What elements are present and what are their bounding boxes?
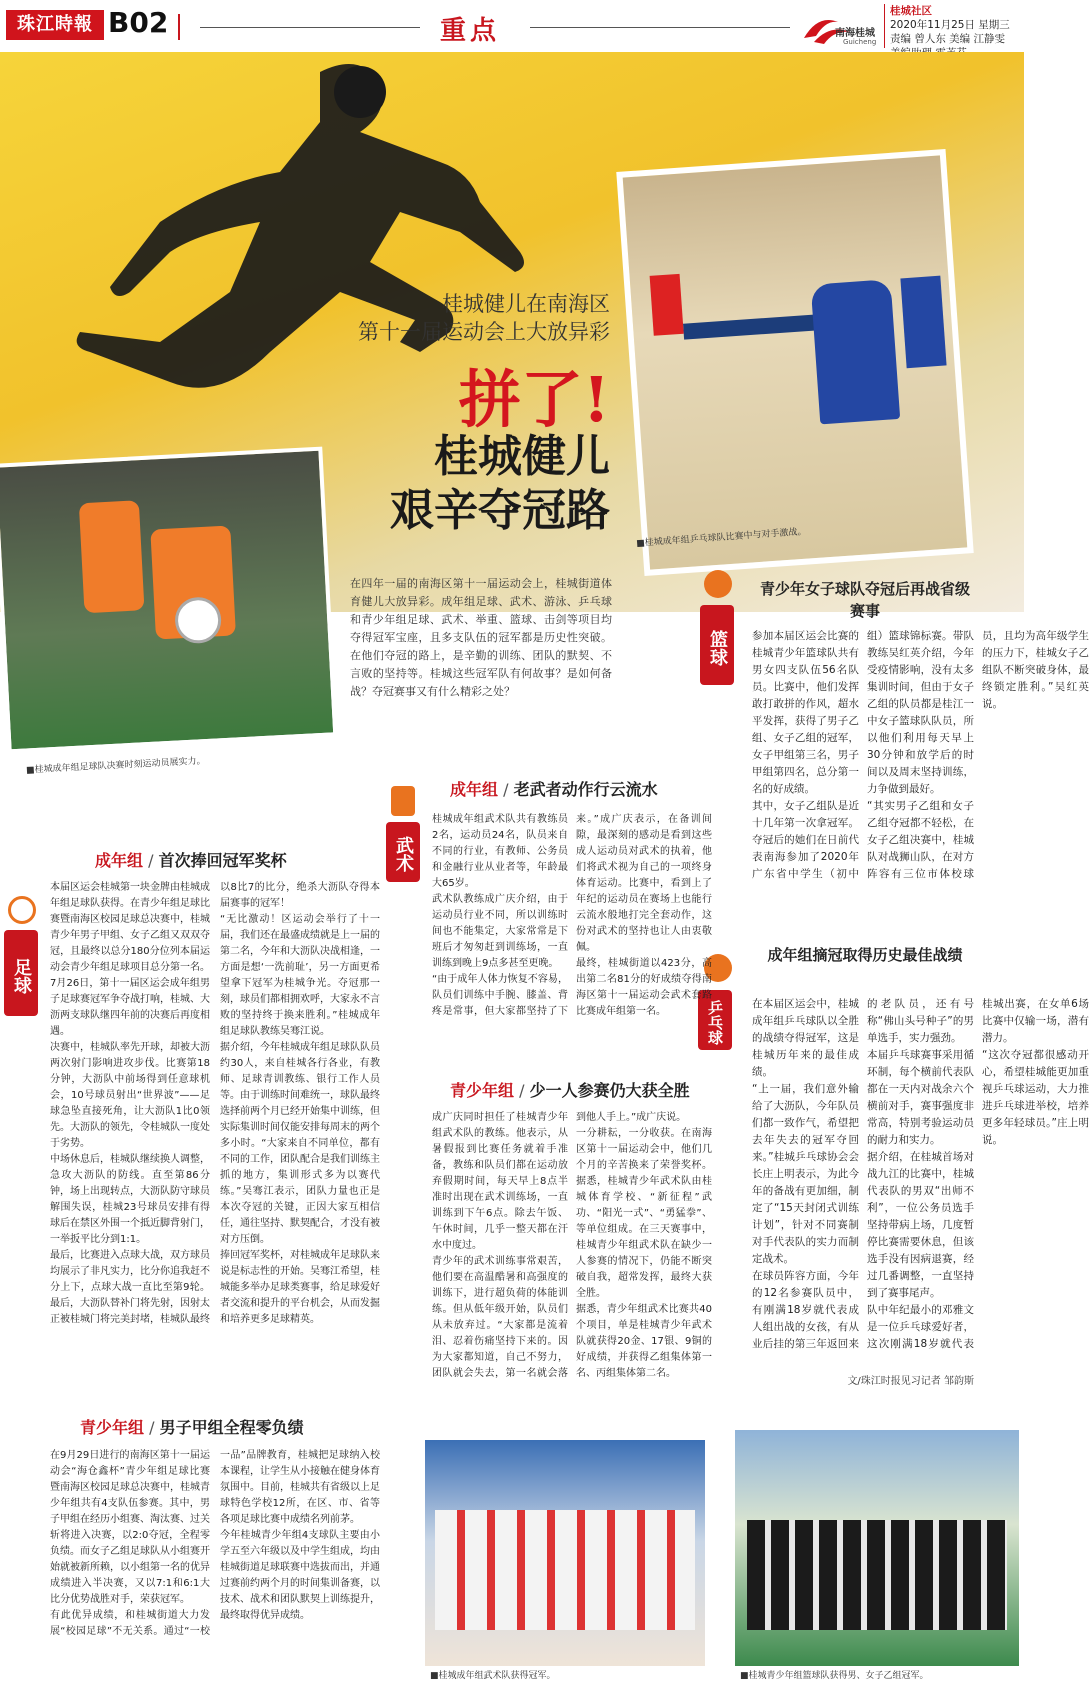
hero-headline-sub (320, 430, 610, 538)
byline: 文/珠江时报见习记者 邹韵斯 (847, 1376, 974, 1387)
sport-label: 篮球 (707, 630, 728, 666)
sport-label: 足球 (11, 958, 32, 994)
sport-label: 武术 (393, 836, 414, 872)
divider (178, 14, 180, 40)
wushu-heading2: 青少年组 / 少一人参赛仍大获全胜 (450, 1081, 690, 1100)
page-number: B02 (108, 6, 169, 39)
basketball-team-photo (735, 1430, 1019, 1666)
wushu-text1: 桂城成年组武术队共有教练员2名，运动员24名，队员来自不同的行业，有教师、公务员和金融行业从业者等，年龄最大65岁。 武术队教练成广庆介绍，由于运动员行业不同，所以训练时间也不能集定，大家常常是下班后才匆匆赶到训练场，一直训练到晚上9点多甚至更晚。 “由于成年人体力恢复不容易，队员们训练中手腕、膝盖、背疼是常事，但大家都坚持了下来。”成广庆表示，在备训间隙，最深刻的感动是看到这些成人运动员对武术的执着，他们将武术视为自己的一项终身体育运动。比赛中，看到上了年纪的运动员在赛场上也能行云流水般地打完全套动作，这份对武术的坚持也让人由衷敬佩。 最终，桂城街道以423分，高出第二名81分的好成绩夺得南海区第十一届运动会武术套路比赛成年组第一名。 (432, 814, 712, 1017)
divider (884, 4, 885, 48)
football-title2: 男子甲组全程零负绩 (159, 1418, 304, 1437)
section-title: 重点 (440, 16, 501, 46)
football-title1: 首次捧回冠军奖杯 (158, 851, 287, 870)
basketball-icon (704, 570, 732, 598)
page-header (0, 0, 1024, 52)
wushu-text2: 成广庆同时担任了桂城青少年组武术队的教练。他表示，从暑假报到比赛任务就着手准备，教练和队员们都在运动放弃假期时间，每天早上8点半准时出现在武术训练场，一直训练到下午6点。除去午饭、午休时间，几乎一整天都在汗水中度过。 青少年的武术训练事常艰苦，他们要在高温酷暑和高强度的训练下，进行超负荷的体能训练。但从低年级开始，队员们从未放弃过。“大家都是流着泪、忍着伤痛坚持下来的。因为大家都知道，自己不努力，团队就会失去，第一名就会落到他人手上。”成广庆说。 一分耕耘，一分收获。在南海区第十一届运动会中，他们几个月的辛苦换来了荣誉奖杯。据悉，桂城青少年武术队由桂城体育学校、“新征程”武功、“阳光一式”、“勇猛拳”、等单位组成。在三天赛事中，桂城青少年组武术队在缺少一人参赛的情况下，仍能不断突破自我，超常发挥，最终大获全胜。 据悉，青少年组武术比赛共40个项目，单是桂城青少年武术队就获得20金、17银、9铜的好成绩，并获得乙组集体第一名、丙组集体第二名。 (432, 1112, 712, 1379)
team-group-icon (435, 1510, 695, 1630)
hero-headline-line2: 桂城健儿 (434, 431, 610, 482)
basketball-text: 参加本届区运会比赛的桂城青少年篮球队共有男女四支队伍56名队员。比赛中，他们发挥敢打敢拼的作风，超水平发挥，获得了男子乙组、女子乙组的冠军，女子甲组第三名，男子甲组第四名，总分第一名的好成绩。 其中，女子乙组队是近十几年第一次拿冠军。夺冠后的她们在日前代表南海参加了2020年广东省中学生（初中组）篮球锦标赛。带队教练吴红英介绍，今年受疫情影响，没有太多集训时间，但由于女子乙组的队员都是桂江一中女子篮球队队员，所以他们利用每天早上30分钟和放学后的时间以及周末坚持训练，力争做到最好。 “其实男子乙组和女子乙组夺冠都不轻松，在女子乙组决赛中，桂城队对战狮山队，在对方阵容有三位市体校球员，且均为高年级学生的压力下，桂城女子乙组队不断突破身体，最终锁定胜利。”吴红英说。 (752, 630, 1089, 880)
sport-label: 乒乓球 (706, 999, 724, 1045)
lead-paragraph: 在四年一届的南海区第十一届运动会上，桂城街道体育健儿大放异彩。成年组足球、武术、游泳、乒乓球和青少年组足球、武术、举重、篮球、击剑等项目均夺得冠军宝座，且多支队伍的冠军都是历史性突破。在他们夺冠的路上，是辛勤的训练、团队的默契、不言败的坚持等。桂城这些冠军队有何故事？是如何备战？夺冠赛事又有什么精彩之处？ (350, 577, 612, 698)
player-icon (79, 500, 145, 613)
brand-sub: Guicheng (843, 38, 877, 46)
hero-subtitle-line2: 第十一届运动会上大放异彩 (358, 320, 610, 344)
hero-headline-line3: 艰辛夺冠路 (390, 485, 610, 536)
hero-headline: 拼了! (458, 363, 610, 436)
pingpong-text: 在本届区运会中，桂城成年组乒乓球队以全胜的战绩夺得冠军，这是桂城历年来的最佳成绩。 “上一届，我们意外输给了大沥队，今年队员们都一致作气，希望把去年失去的冠军夺回来。”桂城乒乓球协会会长庄上明表示，为此今年的备战有更加细，制定了“15天封闭式训练计划”，针对不同赛制对手代表队的实力而制定战术。 在球员阵容方面，今年的12名参赛队员中，有刚满18岁就代表成人组出战的女孩，有从业后挂的第三年返回来的老队员，还有号称“佛山头号种子”的男单选手，实力强劲。 本届乒乓球赛事采用循环制，每个横前代表队都在一天内对战余六个横前对手，赛事强度非常高，特别考验运动员的耐力和实力。 据介绍，在桂城首场对战九江的比赛中，桂城代表队的男双“出师不利”，一位公务员选手坚持带病上场，几度暂停比赛需要休息，但该选手没有因病退赛，经过几番调整，一直坚持到了赛事尾声。 队中年纪最小的邓雅文是一位乒乓球爱好者，这次刚满18岁就代表桂城出赛，在女单6场比赛中仅输一场，潜有潜力。 “这次夺冠都很感动开心，希望桂城能更加重视乒乓球运动，大力推进乒乓球进举校，培养更多年轻球员。”庄上明说。 (752, 998, 1089, 1350)
player-icon (811, 279, 901, 424)
group-tag: 成年组 (95, 851, 144, 870)
newspaper-logo: 珠江時報 (6, 10, 104, 40)
wushu-title2: 少一人参赛仍大获全胜 (529, 1081, 690, 1100)
football-text2: 在9月29日进行的南海区第十一届运动会“海仓鑫杯”青少年组足球比赛暨南海区校园足球总决赛中，桂城青少年组共有4支队伍参赛。其中，男子甲组在经历小组赛、淘汰赛、过关斩将进入决赛，以2:0夺冠，全程零负绩。而女子乙组足球队从小组赛开始就被新所赖，以小组第一名的优异成绩进入半决赛，又以7:1和6:1大比分优势战胜对手，荣获冠军。 有此优异成绩，和桂城街道大力发展“校园足球”不无关系。通过“一校一品”品牌教育，桂城把足球纳入校本课程，让学生从小接触在健身体育氛围中。目前，桂城共有省级以上足球特色学校12所，在区、市、省等各项足球比赛中成绩名列前茅。 今年桂城青少年组4支球队主要由小学五至六年级以及中学生组成，均由桂城街道足球联赛中选拔而出，并通过赛前约两个月的时间集训备赛，以技术、战术和团队默契上训练提升，最终取得优异成绩。 (50, 1450, 380, 1637)
soccer-ball-icon (8, 896, 36, 924)
pingpong-title: 成年组摘冠取得历史最佳战绩 (767, 946, 963, 964)
pingpong-photo (616, 149, 973, 576)
football-caption: ■桂城成年组足球队决赛时刻运动员展实力。 (25, 756, 206, 776)
issue-date: 2020年11月25日 星期三 (890, 19, 1010, 31)
group-tag: 成年组 (450, 780, 499, 799)
player-icon (900, 276, 946, 369)
divider (200, 27, 420, 28)
pingpong-caption: ■桂城成年组乒乓球队比赛中与对手激战。 (635, 527, 807, 549)
wushu-heading1: 成年组 / 老武者动作行云流水 (450, 780, 658, 799)
column-name: 桂城社区 (890, 5, 932, 17)
hero-subtitle-line1: 桂城健儿在南海区 (442, 292, 610, 316)
editor-line: 责编 曾人东 美编 江静雯 (890, 33, 1006, 45)
football-photo (0, 447, 337, 754)
hero-subtitle (330, 290, 610, 346)
football-text1: 本届区运会桂城第一块金牌由桂城成年组足球队获得。在青少年组足球比赛暨南海区校园足球总决赛中，桂城青少年男子甲组、女子乙组又双双夺冠，且最终以总分180分位列本届运动会青少年组足球项目总分第一名。 7月26日，第十一届区运会成年组男子足球赛冠军争夺战打响，桂城、大沥两支球队继四年前的决赛后再度相遇。 决赛中，桂城队率先开球，却被大沥两次射门影响进攻步伐。比赛第18分钟，大沥队中前场得到任意球机会，10号球员射出“世界波”——足球急坠直接死角，让大沥队1比0领先。大沥队的领先，令桂城队一度处于劣势。 中场休息后，桂城队继续换人调整，急攻大沥队的防线。直至第86分钟，场上出现转点，大沥队防守球员解围失误，桂城23号球员安排有得球后在禁区外围一个抵近脚背射门，一举扳平比分到1:1。 最后，比赛进入点球大战，双方球员均展示了非凡实力，比分你追我赶不分上下，点球大战一直比至第9轮。最后，大沥队替补门将先射，因射太正被桂城门将完美封堵，桂城队最终以8比7的比分，绝杀大沥队夺得本届赛事的冠军！ “无比激动！区运动会举行了十一届，我们还在最盛成绩就是上一届的第二名，今年和大沥队决战相逢，一方面是想‘一洗前耻’，另一方面更希望拿下冠军为桂城争光。夺冠那一刻，球员们都相拥欢呼，大家永不言败的坚持终于换来胜利。”桂城成年组足球队教练吴骞江说。 据介绍，今年桂城成年组足球队队员约30人，来自桂城各行各业，有教师、足球青训教练、银行工作人员等。由于训练时间难统一，球队最终选择前两个月已经开始集中训练，但实际集训时间仅能安排每周末的两个多小时。“大家来自不同单位，都有不同的工作，团队配合是我们训练主抓的地方，集训形式多为以赛代练。”吴骞江表示，团队力量也正是本次夺冠的关键，正因大家互相信任，通往坚持、默契配合，才没有被对方压倒。 捧回冠军奖杯，对桂城成年足球队来说是标志性的开始。吴骞江希望，桂城能多举办足球类赛事，给足球爱好者交流和提升的平台机会，从而发掘和培养更多足球精英。 (50, 882, 380, 1325)
wushu-title1: 老武者动作行云流水 (513, 780, 658, 799)
basketball-title: 青少年女子球队夺冠后再战省级赛事 (760, 580, 971, 620)
wushu-icon (391, 786, 415, 816)
group-tag: 青少年组 (80, 1418, 145, 1437)
sport-badge-wushu (386, 822, 420, 882)
football-heading1: 成年组 / 首次捧回冠军奖杯 (95, 851, 287, 870)
sport-badge-basketball (700, 605, 734, 685)
player-icon (650, 274, 684, 336)
group-tag: 青少年组 (450, 1081, 515, 1100)
wushu-caption: ■桂城成年组武术队获得冠军。 (430, 1671, 556, 1681)
team-group-icon (747, 1520, 1007, 1630)
divider (530, 27, 790, 28)
football-heading2: 青少年组 / 男子甲组全程零负绩 (80, 1418, 304, 1437)
wushu-team-photo (425, 1440, 705, 1666)
brand-name: 南海桂城 (835, 28, 875, 39)
basketball-caption: ■桂城青少年组篮球队获得男、女子乙组冠军。 (740, 1671, 929, 1681)
sport-badge-football (4, 930, 38, 1016)
